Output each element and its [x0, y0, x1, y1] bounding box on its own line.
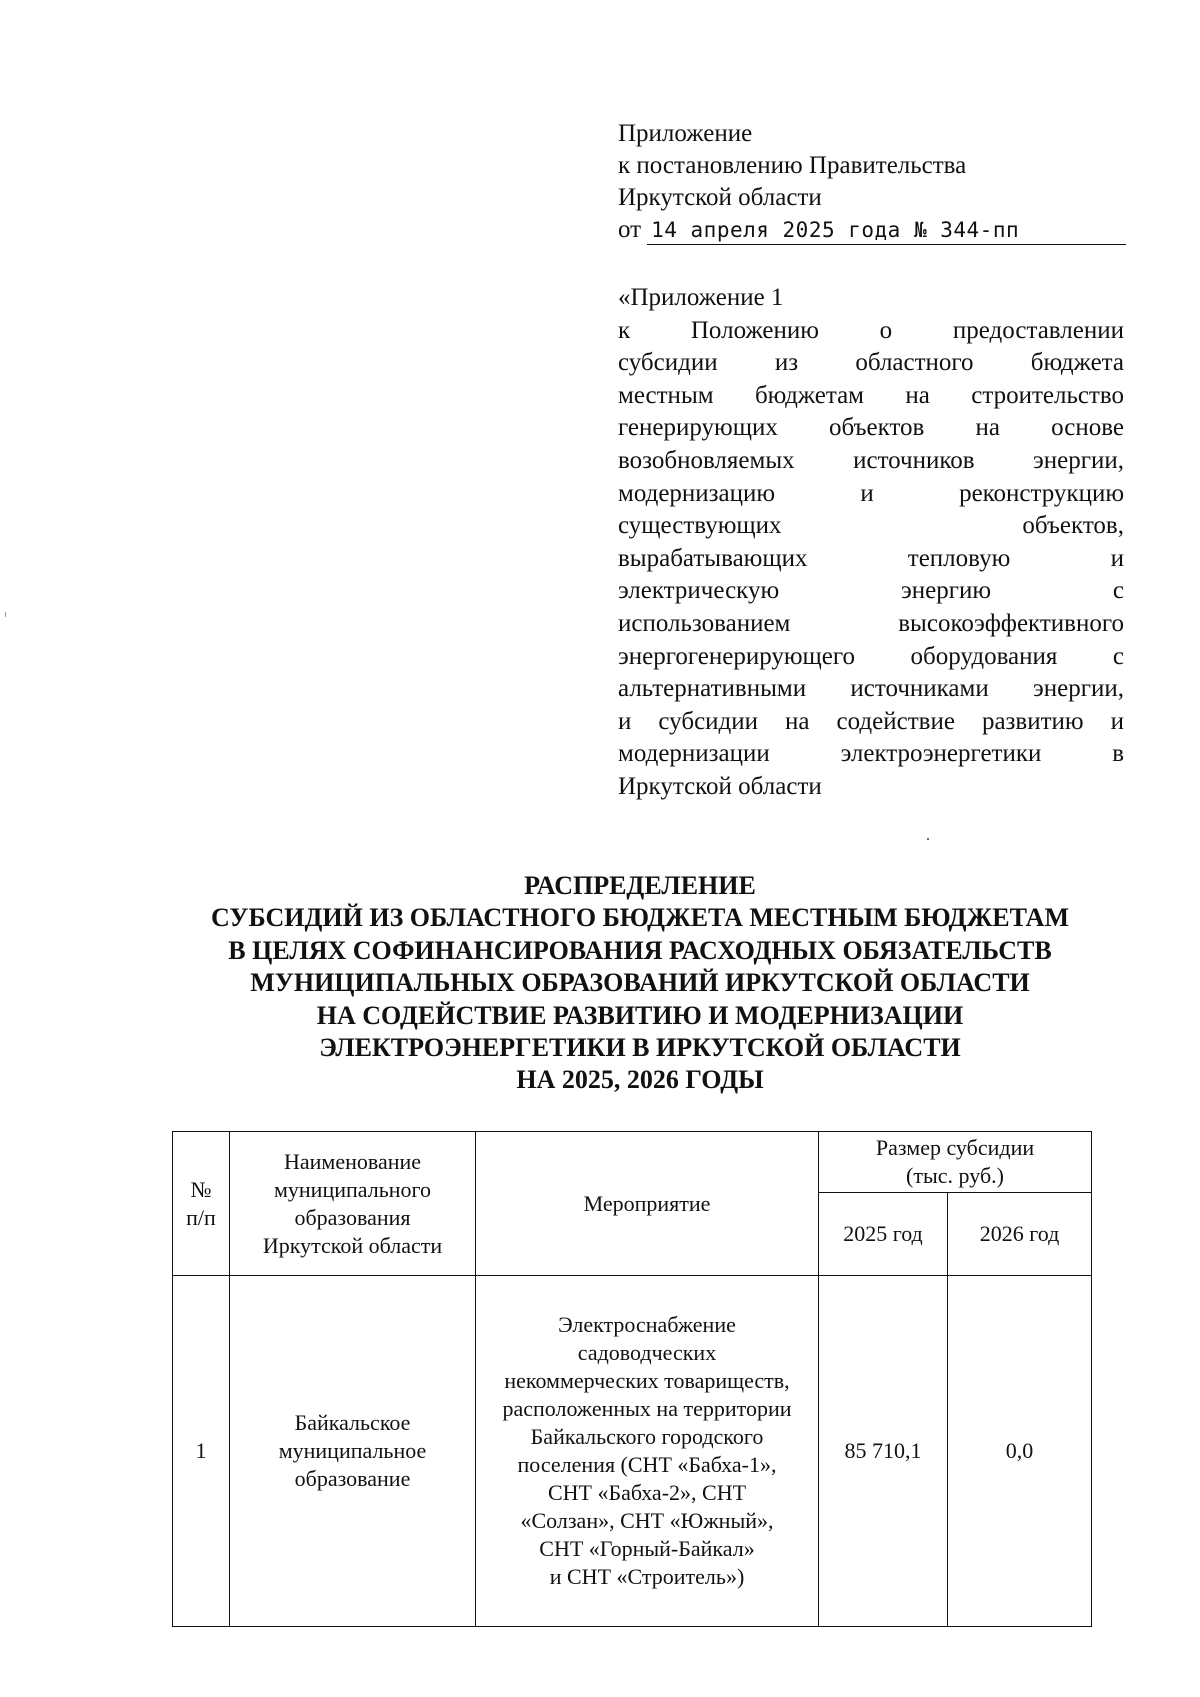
- row-municipality: [230, 1276, 476, 1627]
- cell-text: и СНТ «Строитель»): [549, 1564, 745, 1589]
- header-municipality: [230, 1132, 476, 1276]
- appendix-line: существующих объектов,: [618, 512, 1124, 540]
- appendix-line: вырабатывающих тепловую и: [618, 544, 1124, 572]
- cell-text: Байкальское: [294, 1410, 411, 1435]
- appendix-line: местным бюджетам на строительство: [618, 381, 1124, 409]
- header-text: (тыс. руб.): [906, 1163, 1004, 1188]
- appendix-line: электрическую энергию с: [618, 577, 1124, 605]
- row-event: [476, 1276, 819, 1627]
- title-line: СУБСИДИЙ ИЗ ОБЛАСТНОГО БЮДЖЕТА МЕСТНЫМ БЮДЖЕТАМ: [211, 903, 1069, 933]
- appendix-line: генерирующих объектов на основе: [618, 414, 1124, 442]
- header-text: п/п: [186, 1204, 216, 1230]
- cell-text: образование: [294, 1466, 411, 1491]
- order-prefix: от: [618, 216, 642, 243]
- appendix-line: Иркутской области: [618, 772, 822, 800]
- table-header-row: [173, 1132, 1092, 1193]
- title-line: МУНИЦИПАЛЬНЫХ ОБРАЗОВАНИЙ ИРКУТСКОЙ ОБЛАСТИ: [250, 968, 1030, 998]
- appendix-reference: [618, 282, 1124, 804]
- title-line: В ЦЕЛЯХ СОФИНАНСИРОВАНИЯ РАСХОДНЫХ ОБЯЗАТЕЛЬСТВ: [228, 935, 1052, 965]
- title-line: НА 2025, 2026 ГОДЫ: [516, 1065, 764, 1095]
- header-line: к постановлению Правительства: [618, 152, 967, 179]
- header-text: Мероприятие: [583, 1190, 711, 1216]
- row-number: 1: [173, 1276, 230, 1627]
- title-line: РАСПРЕДЕЛЕНИЕ: [524, 871, 756, 900]
- appendix-line: к Положению о предоставлении: [618, 316, 1124, 344]
- header-year-2025: 2025 год: [819, 1193, 948, 1276]
- title-line: ЭЛЕКТРОЭНЕРГЕТИКИ В ИРКУТСКОЙ ОБЛАСТИ: [319, 1033, 961, 1063]
- order-reference: [618, 214, 1126, 246]
- header-text: образования: [294, 1204, 411, 1230]
- header-line: Приложение: [618, 120, 753, 147]
- cell-text: поселения (СНТ «Бабха-1»,: [517, 1452, 777, 1477]
- cell-text: Байкальского городского: [530, 1424, 764, 1449]
- appendix-line: модернизации электроэнергетики в: [618, 740, 1124, 768]
- header-text: Размер субсидии: [875, 1135, 1035, 1160]
- appendix-line: и субсидии на содействие развитию и: [618, 707, 1124, 735]
- cell-text: садоводческих: [577, 1340, 717, 1365]
- header-text: муниципального: [273, 1176, 431, 1202]
- document-title: [160, 870, 1120, 1097]
- appendix-line: возобновляемых источников энергии,: [618, 446, 1124, 474]
- table-row: [173, 1276, 1092, 1627]
- header-year-2026: 2026 год: [948, 1193, 1092, 1276]
- header-text: №: [190, 1176, 212, 1202]
- header-text: Иркутской области: [262, 1232, 443, 1258]
- scan-speck: [5, 612, 6, 617]
- cell-text: «Солзан», СНТ «Южный»,: [520, 1508, 774, 1533]
- header-line: Иркутской области: [618, 184, 822, 211]
- appendix-line: использованием высокоэффективного: [618, 609, 1124, 637]
- scan-speck: [927, 838, 929, 840]
- header-event: [476, 1132, 819, 1276]
- row-amount-2025: 85 710,1: [819, 1276, 948, 1627]
- header-text: Наименование: [283, 1148, 422, 1174]
- subsidy-distribution-table: [172, 1131, 1092, 1627]
- cell-text: муниципальное: [278, 1438, 427, 1463]
- appendix-line: энергогенерирующего оборудования с: [618, 642, 1124, 670]
- cell-text: некоммерческих товариществ,: [504, 1368, 790, 1393]
- cell-text: СНТ «Бабха-2», СНТ: [547, 1480, 747, 1505]
- appendix-line: альтернативными источниками энергии,: [618, 675, 1124, 703]
- appendix-line: субсидии из областного бюджета: [618, 349, 1124, 377]
- header-subsidy-amount: [819, 1132, 1092, 1193]
- cell-text: СНТ «Горный-Байкал»: [539, 1536, 755, 1561]
- order-number: 14 апреля 2025 года № 344-пп: [647, 216, 1126, 245]
- appendix-line: «Приложение 1: [618, 284, 784, 311]
- title-line: НА СОДЕЙСТВИЕ РАЗВИТИЮ И МОДЕРНИЗАЦИИ: [316, 1000, 964, 1030]
- header-number: [173, 1132, 230, 1276]
- cell-text: расположенных на территории: [502, 1396, 792, 1421]
- resolution-header: [618, 118, 1126, 246]
- appendix-line: модернизацию и реконструкцию: [618, 479, 1124, 507]
- row-amount-2026: 0,0: [948, 1276, 1092, 1627]
- cell-text: Электроснабжение: [558, 1312, 736, 1337]
